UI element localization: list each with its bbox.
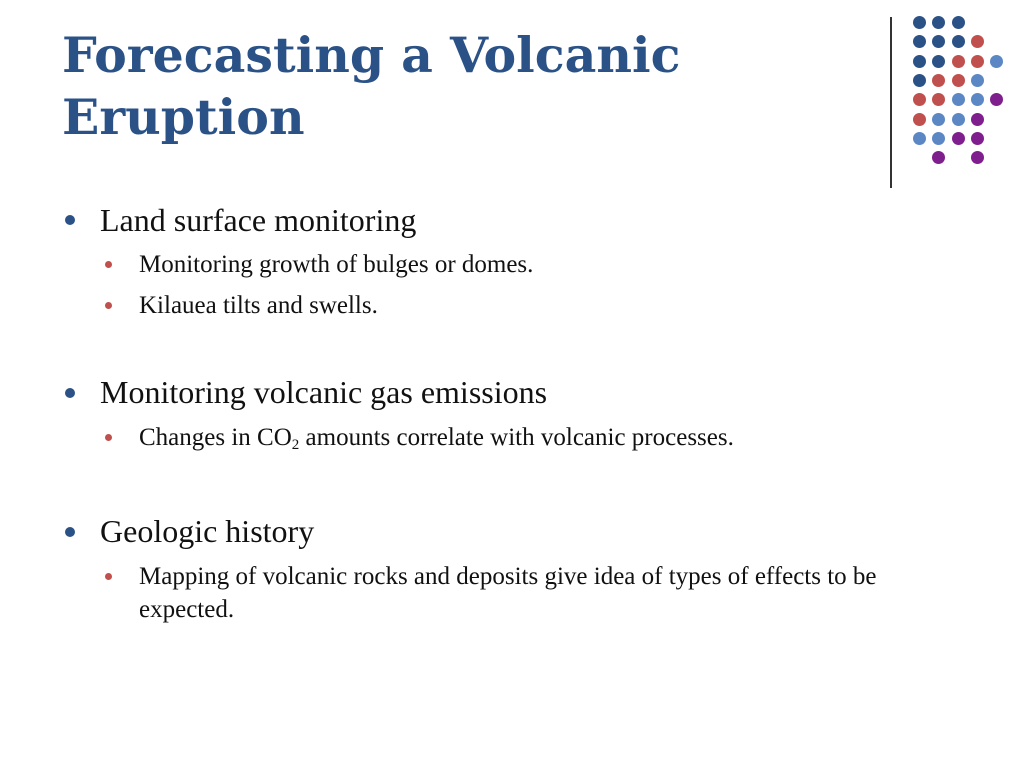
bullet-gas-emissions: Monitoring volcanic gas emissions [100, 374, 548, 410]
sub-bullet-co2 [139, 421, 734, 454]
co2-text-pre: Changes in CO [139, 424, 292, 451]
sub-bullet-mapping: Mapping of volcanic rocks and deposits give idea of types of effects to be expected. [139, 563, 877, 623]
slide-title-line-1: Forecasting a Volcanic [62, 26, 681, 84]
sub-bullet-dot [105, 302, 112, 309]
bullet-dot [65, 388, 75, 398]
bullet-geologic-history: Geologic history [100, 513, 315, 549]
bullet-land-surface-monitoring: Land surface monitoring [100, 202, 417, 238]
bullet-dot [65, 527, 75, 537]
sub-bullet-kilauea: Kilauea tilts and swells. [139, 292, 378, 319]
sub-bullet-dot [105, 261, 112, 268]
co2-text-post: amounts correlate with volcanic processes. [299, 424, 734, 451]
bullet-dot [65, 215, 75, 225]
sub-bullet-dot [105, 434, 112, 441]
co2-subscript: 2 [291, 437, 300, 453]
slide-title-line-2: Eruption [62, 88, 305, 146]
sub-bullet-dot [105, 573, 112, 580]
sub-bullet-bulges-domes: Monitoring growth of bulges or domes. [139, 251, 534, 278]
